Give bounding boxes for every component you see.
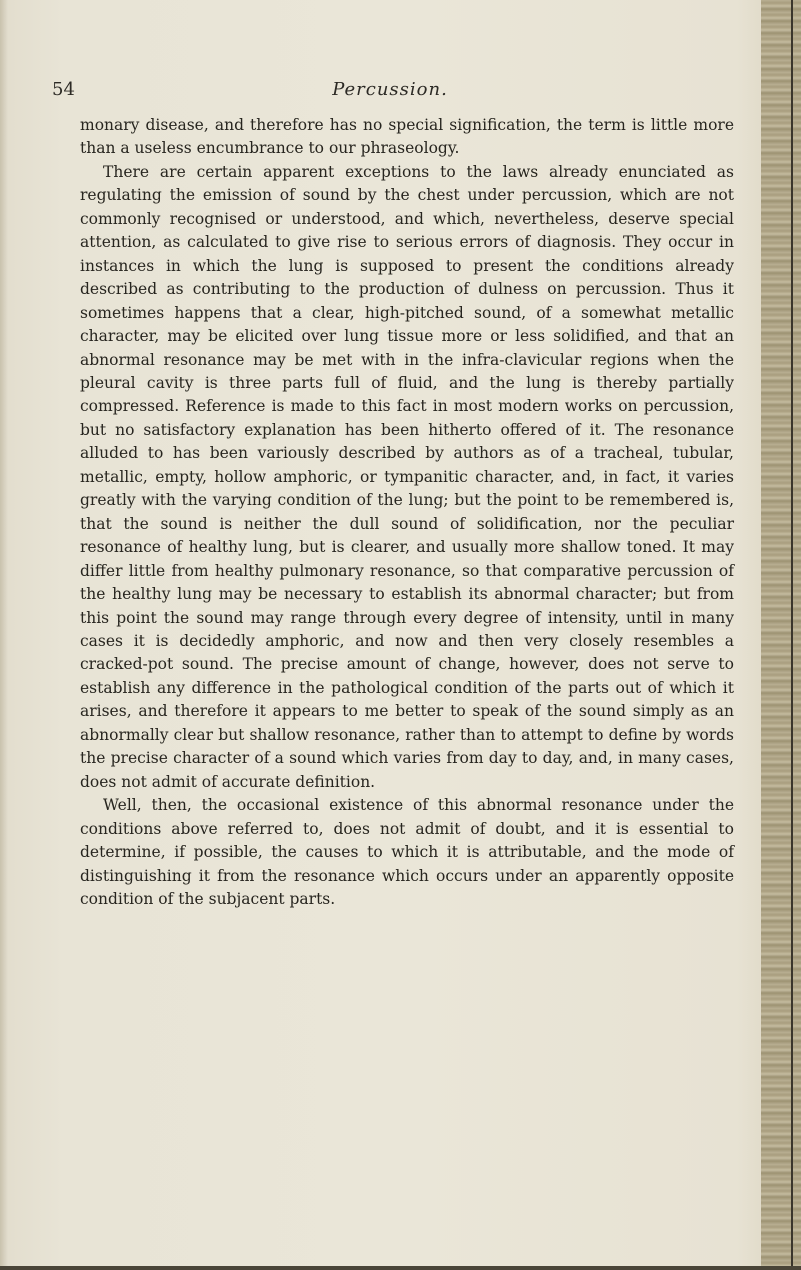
paragraph-exceptions: There are certain apparent exceptions to the laws already enunciated as regulating the emission of sound by the chest under percussion, which are not commonly recognised or understood, and which, nevertheless, deserve special attention, as calculated to give rise to serious errors of diagnosis. They occur in instances in which the lung is supposed to present the conditions already described as contributing to the production of dulness on percussion. Thus it sometimes happens that a clear, high-pitched sound, of a somewhat metallic character, may be elicited over lung tissue more or less solidified, and that an abnormal resonance may be met with in the infra-clavicular regions when the pleural cavity is three parts full of fluid, and the lung is thereby partially compressed. Reference is made to this fact in most modern works on percussion, but no satisfactory explanation has been hitherto offered of it. The resonance alluded to has been variously described by authors as of a tracheal, tubular, metallic, empty, hollow amphoric, or tympanitic character, and, in fact, it varies greatly with the varying condition of the lung; but the point to be remembered is, that the sound is neither the dull sound of solidification, nor the peculiar resonance of healthy lung, but is clearer, and usually more shallow toned. It may differ little from healthy pulmonary resonance, so that comparative percussion of the healthy lung may be necessary to establish its abnormal character; but from this point the sound may range through every degree of intensity, until in many cases it is decidedly amphoric, and now and then very closely resembles a cracked-pot sound. The precise amount of change, however, does not serve to establish any difference in the pathological condition of the parts out of which it arises, and therefore it appears to me better to speak of the sound simply as an abnormally clear but shallow resonance, rather than to attempt to define by words the precise character of a sound which varies from day to day, and, in many cases, does not admit of accurate definition. bbox=[80, 162, 734, 791]
running-head: Percussion. bbox=[332, 79, 448, 100]
page-header bbox=[52, 79, 728, 109]
body-text bbox=[80, 114, 734, 911]
page-fore-edge bbox=[761, 0, 801, 1270]
page-number: 54 bbox=[52, 79, 75, 100]
paragraph-continued: monary disease, and therefore has no special signification, the term is little more than a useless encumbrance to our phraseology. bbox=[80, 116, 734, 158]
page-bottom-edge bbox=[0, 1266, 801, 1270]
gutter-shadow bbox=[0, 0, 8, 1270]
paragraph-conclusion: Well, then, the occasional existence of this abnormal resonance under the conditions above referred to, does not admit of doubt, and it is essential to determine, if possible, the causes to which it is attributable, and the mode of distinguishing it from the resonance which occurs under an apparently opposite condition of the subjacent parts. bbox=[80, 796, 734, 908]
page-edge-line bbox=[791, 0, 793, 1270]
